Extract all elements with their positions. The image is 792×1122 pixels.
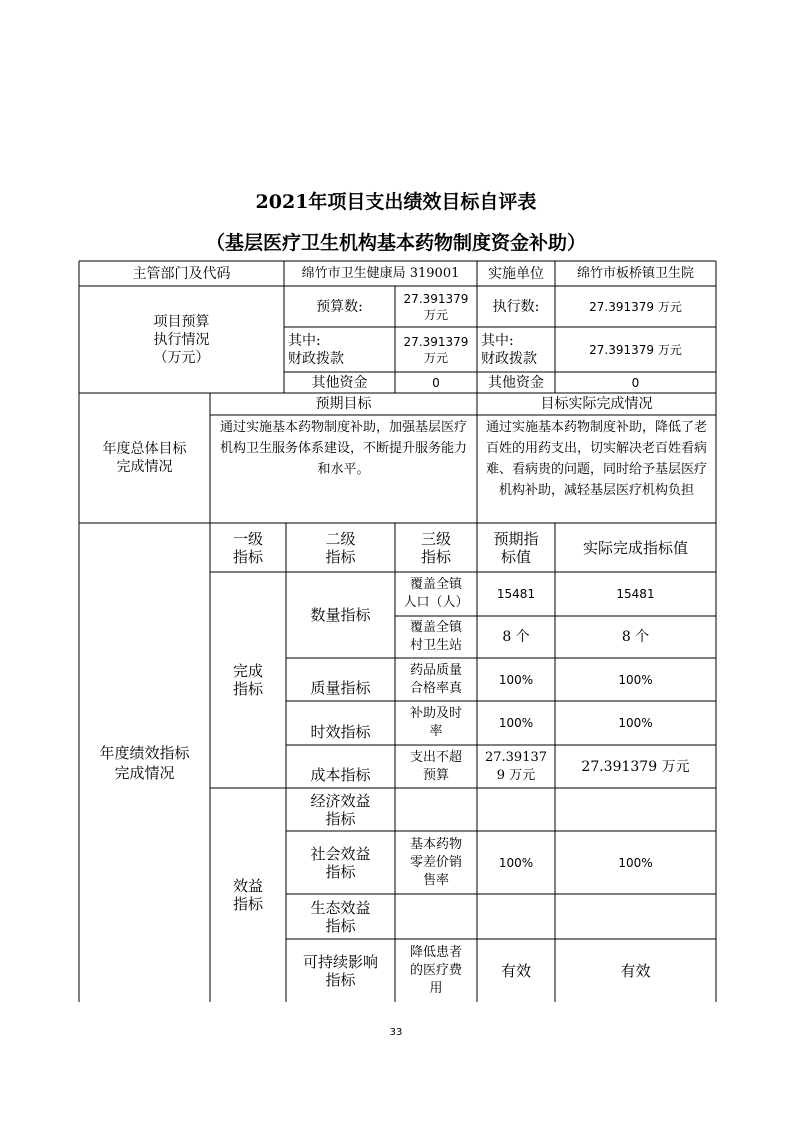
table-row-actual: 100% [618,855,653,870]
header-expected: 预期指 标值 [493,529,539,566]
table-row-expected: 100% [498,855,534,870]
table-row-actual: 100% [618,672,653,687]
fiscal-label: 其中: 财政拨款 [288,332,344,367]
expected-goal-header: 预期目标 [315,396,372,412]
table-row-expected: 100% [498,716,534,730]
table-row-actual: 有效 [620,961,651,980]
other-funds-exec-value: 0 [631,375,640,390]
table-row-expected: 15481 [496,587,536,601]
actual-goal-header: 目标实际完成情况 [540,396,653,412]
table-row-actual: 100% [618,716,653,730]
indicators-section-label: 年度绩效指标 完成情况 [99,743,190,782]
header-level2: 二级 指标 [325,529,356,566]
annual-goal-label: 年度总体目标 完成情况 [102,441,187,475]
sustainable-impact-indicator: 可持续影响 指标 [302,952,378,989]
table-row-actual: 8 个 [621,629,650,645]
economic-benefit-indicator: 经济效益 指标 [310,791,371,828]
page-number: 33 [389,1027,403,1038]
exec-amount-label: 执行数: [492,298,540,315]
quality-indicator: 质量指标 [310,679,371,697]
social-benefit-indicator: 社会效益 指标 [310,844,371,881]
completion-indicator-label: 完成 指标 [232,662,263,698]
dept-value: 绵竹市卫生健康局 319001 [301,265,460,281]
header-actual: 实际完成指标值 [582,538,688,557]
table-row-actual: 15481 [616,587,655,601]
table-row-l3: 药品质量 合格率真 [409,662,462,696]
unit-label: 实施单位 [488,265,544,282]
table-row-l3: 支出不超 预算 [409,749,462,783]
table-row-expected: 8 个 [502,629,530,645]
table-row-l3: 覆盖全镇 村卫生站 [409,620,462,653]
cost-indicator: 成本指标 [310,766,371,784]
table-row-actual: 27.391379 万元 [581,758,690,775]
fiscal-value: 27.391379 万元 [403,334,469,365]
fiscal-exec-label: 其中: 财政拨款 [481,332,537,367]
header-level1: 一级 指标 [232,529,263,566]
table-row-l3: 覆盖全镇 人口（人） [403,577,469,610]
table-row-l3: 降低患者 的医疗费 用 [409,944,462,996]
table-row-l3: 基本药物 零差价销 售率 [409,836,462,888]
actual-goal-text: 通过实施基本药物制度补助，降低了老百姓的用药支出，切实解决老百姓看病难、看病贵的问题，同时给予基层医疗机构补助，减轻基层医疗机构负担 [485,420,707,498]
header-level3: 三级 指标 [420,529,451,566]
benefit-indicator-label: 效益 指标 [232,877,263,913]
exec-amount-value: 27.391379 万元 [589,299,682,314]
ecological-benefit-indicator: 生态效益 指标 [310,898,371,935]
other-funds-label: 其他资金 [311,374,368,391]
quantity-indicator: 数量指标 [310,606,371,624]
table-row-l3: 补助及时 率 [409,706,462,739]
table-row-expected: 有效 [500,961,531,980]
budget-amount-value: 27.391379 万元 [403,291,469,322]
table-row-expected: 100% [498,672,534,687]
fiscal-exec-value: 27.391379 万元 [589,342,682,357]
dept-label: 主管部门及代码 [132,265,231,282]
table-row-expected: 27.39137 9 万元 [484,749,548,783]
other-funds-value: 0 [432,375,440,390]
budget-amount-label: 预算数: [316,298,363,315]
unit-value: 绵竹市板桥镇卫生院 [576,265,694,281]
other-funds-exec-label: 其他资金 [488,374,544,391]
expected-goal-text: 通过实施基本药物制度补助，加强基层医疗机构卫生服务体系建设，不断提升服务能力和水平。 [219,420,467,477]
page-title: 2021年项目支出绩效目标自评表 [255,191,537,213]
budget-label: 项目预算 执行情况 （万元） [153,313,210,366]
page-subtitle: （基层医疗卫生机构基本药物制度资金补助） [205,232,586,254]
timeliness-indicator: 时效指标 [310,723,371,741]
